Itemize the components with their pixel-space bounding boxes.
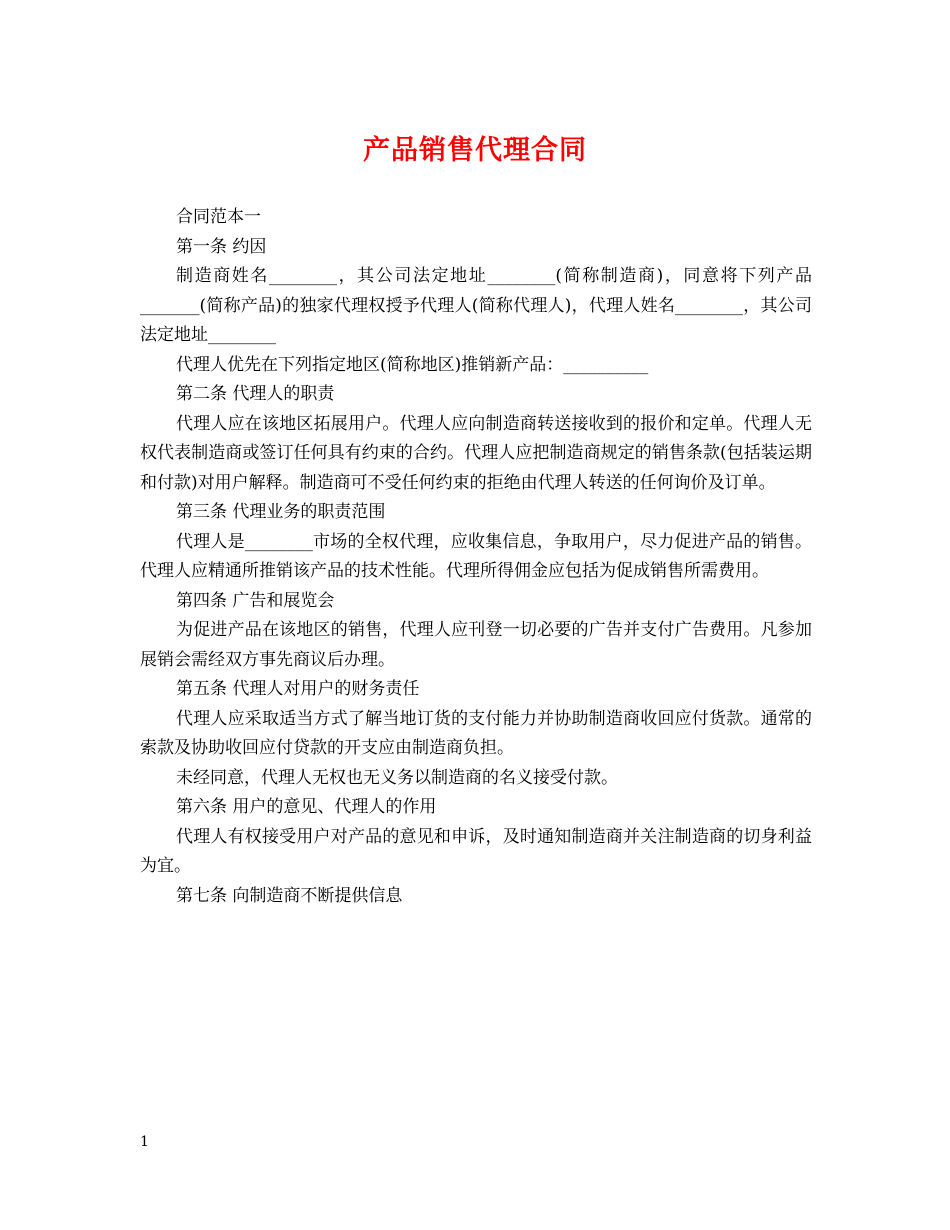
article-heading: 第五条 代理人对用户的财务责任 [176, 679, 420, 699]
paragraph: 为促进产品在该地区的销售，代理人应刊登一切必要的广告并支付广告费用。凡参加展销会需经双方事先商议后办理。 [140, 620, 812, 670]
article-heading: 第四条 广告和展览会 [176, 590, 335, 611]
article-heading: 第一条 约因 [176, 236, 267, 257]
paragraph-template-label: 合同范本一 [176, 207, 261, 227]
article-heading: 第三条 代理业务的职责范围 [176, 502, 386, 522]
paragraph: 代理人有权接受用户对产品的意见和申诉，及时通知制造商并关注制造商的切身利益为宜。 [140, 826, 812, 876]
paragraph: 代理人是________市场的全权代理，应收集信息，争取用户，尽力促进产品的销售。代理人应精通所推销该产品的技术性能。代理所得佣金应包括为促成销售所需费用。 [140, 531, 812, 581]
article-heading: 第六条 用户的意见、代理人的作用 [176, 797, 437, 817]
page-number: 1 [140, 1134, 149, 1150]
document-body [140, 203, 812, 911]
document-title: 产品销售代理合同 [363, 135, 587, 166]
paragraph: 代理人应在该地区拓展用户。代理人应向制造商转送接收到的报价和定单。代理人无权代表制造商或签订任何具有约束的合约。代理人应把制造商规定的销售条款(包括装运期和付款)对用户解释。制造商可不受任何约束的拒绝由代理人转送的任何询价及订单。 [140, 413, 812, 493]
article-heading: 第二条 代理人的职责 [176, 384, 335, 404]
paragraph: 制造商姓名________，其公司法定地址________(简称制造商)，同意将下列产品_______(简称产品)的独家代理权授予代理人(简称代理人)，代理人姓名________，其公司法定地址________ [140, 266, 812, 345]
paragraph: 代理人应采取适当方式了解当地订货的支付能力并协助制造商收回应付货款。通常的索款及协助收回应付贷款的开支应由制造商负担。 [140, 708, 812, 758]
paragraph: 未经同意，代理人无权也无义务以制造商的名义接受付款。 [176, 767, 618, 788]
paragraph: 代理人优先在下列指定地区(简称地区)推销新产品：__________ [176, 354, 649, 375]
article-heading: 第七条 向制造商不断提供信息 [176, 885, 403, 906]
